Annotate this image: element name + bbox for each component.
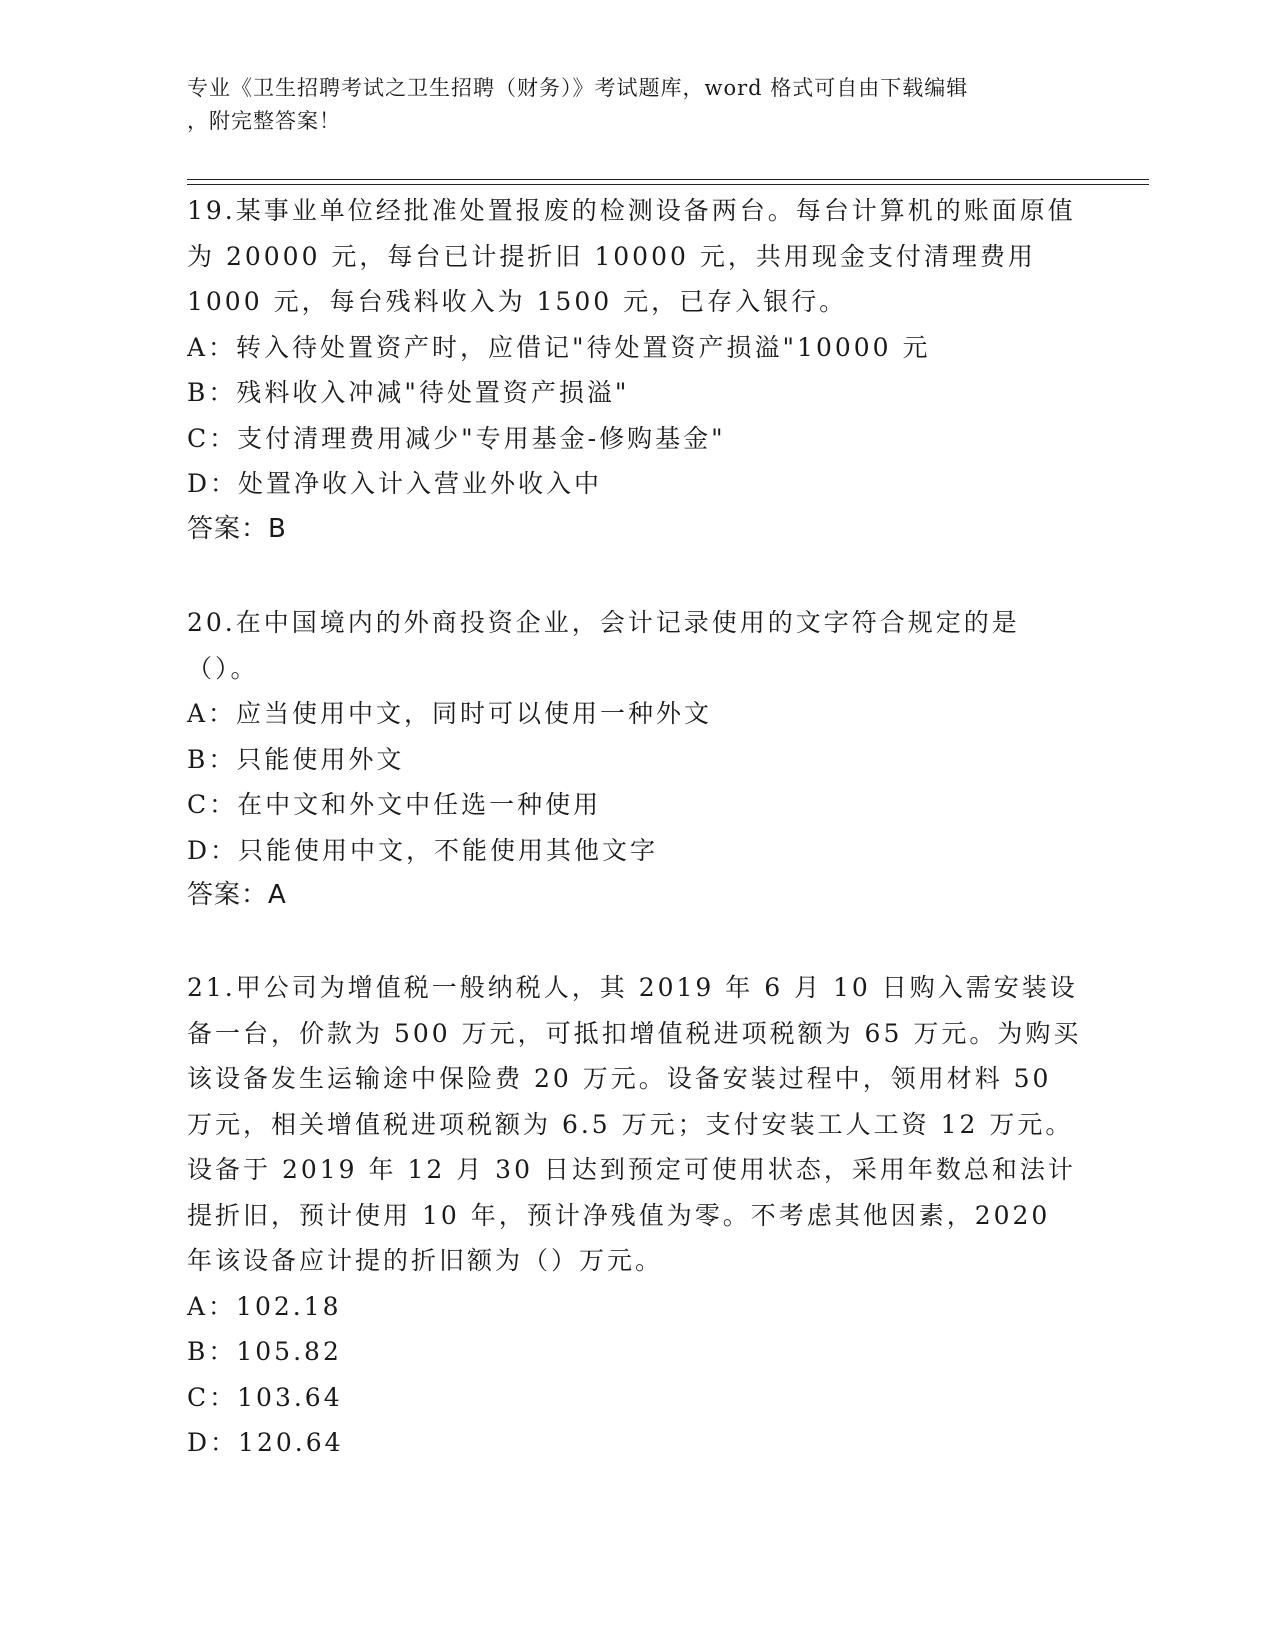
question-21	[187, 965, 1087, 1466]
option-d: D：处置净收入计入营业外收入中	[187, 469, 603, 498]
option-c: C：在中文和外文中任选一种使用	[187, 790, 602, 819]
option-c: C：支付清理费用减少"专用基金-修购基金"	[187, 423, 726, 453]
question-20	[187, 600, 1087, 919]
option-c: C：103.64	[187, 1382, 343, 1412]
document-header	[187, 72, 1087, 138]
header-line-2: ，附完整答案！	[187, 109, 341, 133]
header-divider-top	[187, 179, 1149, 180]
option-a: A：应当使用中文，同时可以使用一种外文	[187, 699, 713, 728]
question-stem: 21.甲公司为增值税一般纳税人，其 2019 年 6 月 10 日购入需安装设备一台，价款为 500 万元，可抵扣增值税进项税额为 65 万元。为购买该设备发生运输途中保险费 20 万元。设备安装过程中，领用材料 50 万元，相关增值税进项税额为 6.5 万元；支付安装工人工资 12 万元。设备于 2019 年 12 月 30 日达到预定可使用状态，采用年数总和法计提折旧，预计使用 10 年，预计净残值为零。不考虑其他因素，2020 年该设备应计提的折旧额为（）万元。	[187, 973, 1082, 1275]
answer-label: 答案：A	[187, 880, 287, 910]
question-stem: 20.在中国境内的外商投资企业，会计记录使用的文字符合规定的是（）。	[187, 608, 1020, 683]
option-d: D：120.64	[187, 1428, 344, 1457]
header-line-1: 专业《卫生招聘考试之卫生招聘（财务）》考试题库，word 格式可自由下载编辑	[187, 76, 969, 100]
option-a: A：102.18	[187, 1291, 342, 1321]
question-19	[187, 188, 1087, 552]
option-b: B：残料收入冲减"待处置资产损溢"	[187, 378, 630, 407]
option-b: B：只能使用外文	[187, 744, 405, 774]
option-d: D：只能使用中文，不能使用其他文字	[187, 835, 659, 865]
answer-label: 答案：B	[187, 513, 287, 544]
option-a: A：转入待处置资产时，应借记"待处置资产损溢"10000 元	[187, 332, 931, 362]
header-divider-bottom	[187, 184, 1149, 185]
question-stem: 19.某事业单位经批准处置报废的检测设备两台。每台计算机的账面原值为 20000 元，每台已计提折旧 10000 元，共用现金支付清理费用 1000 元，每台残料收入为 1500 元，已存入银行。	[187, 196, 1076, 316]
option-b: B：105.82	[187, 1337, 342, 1366]
